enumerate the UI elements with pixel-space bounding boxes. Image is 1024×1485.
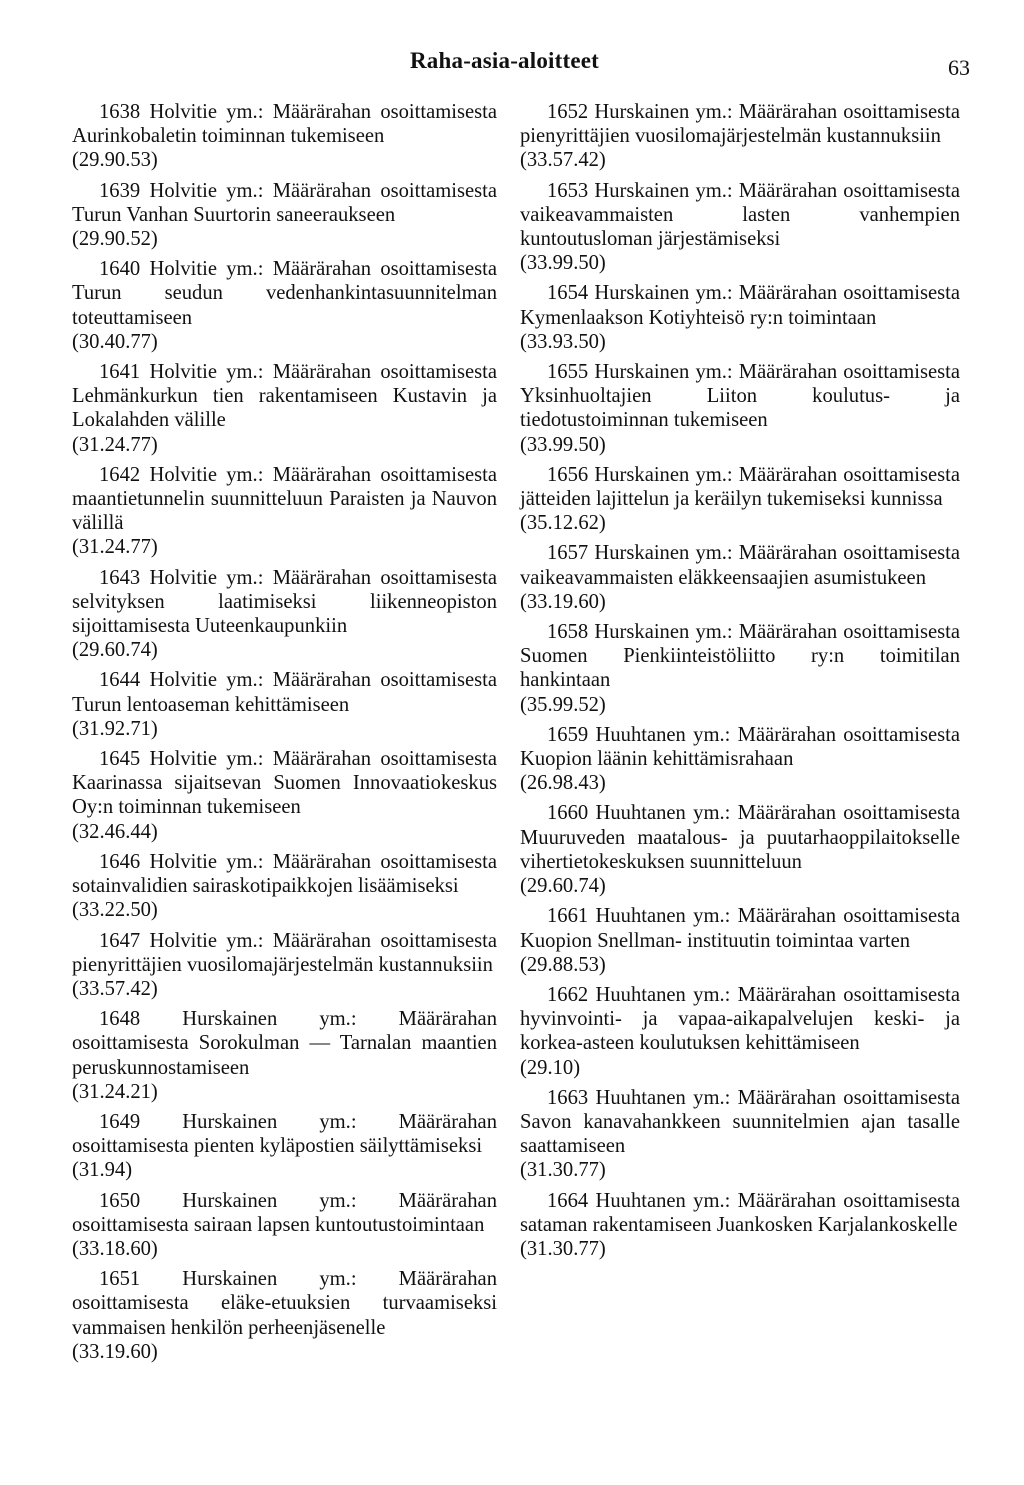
entry-text: 1641 Holvitie ym.: Määrärahan osoittamisesta Lehmänkurkun tien rakentamiseen Kustavin ja Lokalahden välille — [72, 361, 497, 432]
entry-text: 1654 Hurskainen ym.: Määrärahan osoittamisesta Kymenlaakson Kotiyhteisö ry:n toimintaan — [520, 282, 960, 329]
list-item — [520, 983, 960, 1080]
entry-reference: (31.24.77) — [72, 433, 158, 456]
entry-reference: (31.94) — [72, 1159, 133, 1182]
list-item — [72, 1189, 497, 1262]
entry-reference: (33.57.42) — [72, 977, 158, 1000]
entry-text: 1658 Hurskainen ym.: Määrärahan osoittamisesta Suomen Pienkiinteistöliitto ry:n toimitilan hankintaan — [520, 621, 960, 692]
list-item — [72, 360, 497, 457]
entry-reference: (33.22.50) — [72, 899, 158, 922]
entry-text: 1655 Hurskainen ym.: Määrärahan osoittamisesta Yksinhuoltajien Liiton koulutus- ja tiedotustoiminnan tukemiseen — [520, 361, 960, 432]
entry-text: 1651 Hurskainen ym.: Määrärahan osoittamisesta eläke-etuuksien turvaamiseksi vammaisen henkilön perheenjäsenelle — [72, 1268, 497, 1339]
list-item — [520, 620, 960, 717]
list-item — [520, 541, 960, 614]
entry-text: 1642 Holvitie ym.: Määrärahan osoittamisesta maantietunnelin suunnitteluun Paraisten ja Nauvon välillä — [72, 463, 497, 535]
list-item — [520, 100, 960, 173]
entry-reference: (29.10) — [520, 1056, 581, 1079]
entry-text: 1644 Holvitie ym.: Määrärahan osoittamisesta Turun lentoaseman kehittämiseen — [72, 669, 497, 716]
entry-text: 1662 Huuhtanen ym.: Määrärahan osoittamisesta hyvinvointi- ja vapaa-aikapalvelujen keski- ja korkea-asteen koulutuksen kehittämiseen — [520, 983, 960, 1055]
list-item — [72, 1007, 497, 1104]
list-item — [520, 360, 960, 457]
entry-text: 1650 Hurskainen ym.: Määrärahan osoittamisesta sairaan lapsen kuntoutustoimintaan — [72, 1189, 497, 1236]
list-item — [72, 463, 497, 560]
entry-reference: (29.90.53) — [72, 149, 158, 172]
entry-text: 1643 Holvitie ym.: Määrärahan osoittamisesta selvityksen laatimiseksi liikenneopiston sijoittamisesta Uuteenkaupunkiin — [72, 566, 497, 638]
list-item — [520, 281, 960, 354]
entry-reference: (33.57.42) — [520, 149, 606, 172]
entry-text: 1647 Holvitie ym.: Määrärahan osoittamisesta pienyrittäjien vuosilomajärjestelmän kustannuksiin — [72, 929, 497, 976]
entry-text: 1660 Huuhtanen ym.: Määrärahan osoittamisesta Muuruveden maatalous- ja puutarhaoppilaitokselle vihertietokeskuksen suunnitteluun — [520, 802, 960, 873]
list-item — [520, 1086, 960, 1183]
entry-reference: (33.99.50) — [520, 433, 606, 456]
left-column — [72, 100, 497, 1370]
entry-reference: (33.99.50) — [520, 252, 606, 275]
entry-reference: (31.30.77) — [520, 1237, 606, 1260]
list-item — [72, 1110, 497, 1183]
entry-reference: (32.46.44) — [72, 820, 158, 843]
list-item — [520, 723, 960, 796]
list-item — [72, 179, 497, 252]
entry-reference: (33.19.60) — [72, 1340, 158, 1363]
list-item — [72, 566, 497, 663]
list-item — [72, 257, 497, 354]
list-item — [72, 668, 497, 741]
list-item — [520, 1189, 960, 1262]
entry-text: 1638 Holvitie ym.: Määrärahan osoittamisesta Aurinkobaletin toiminnan tukemiseen — [72, 101, 497, 148]
entry-reference: (33.18.60) — [72, 1237, 158, 1260]
entry-text: 1649 Hurskainen ym.: Määrärahan osoittamisesta pienten kyläpostien säilyttämiseksi — [72, 1110, 497, 1158]
entry-text: 1639 Holvitie ym.: Määrärahan osoittamisesta Turun Vanhan Suurtorin saneeraukseen — [72, 179, 497, 226]
entry-reference: (33.93.50) — [520, 330, 606, 353]
list-item — [520, 904, 960, 977]
entry-reference: (29.88.53) — [520, 953, 606, 976]
list-item — [520, 463, 960, 536]
entry-text: 1653 Hurskainen ym.: Määrärahan osoittamisesta vaikeavammaisten lasten vanhempien kuntoutusloman järjestämiseksi — [520, 179, 960, 251]
entry-text: 1657 Hurskainen ym.: Määrärahan osoittamisesta vaikeavammaisten eläkkeensaajien asumistukeen — [520, 542, 960, 589]
entry-text: 1659 Huuhtanen ym.: Määrärahan osoittamisesta Kuopion läänin kehittämisrahaan — [520, 723, 960, 771]
entry-text: 1663 Huuhtanen ym.: Määrärahan osoittamisesta Savon kanavahankkeen suunnitelmien ajan tasalle saattamiseen — [520, 1086, 960, 1158]
entry-reference: (31.24.21) — [72, 1080, 158, 1103]
list-item — [72, 850, 497, 923]
entry-reference: (26.98.43) — [520, 772, 606, 795]
entry-reference: (30.40.77) — [72, 330, 158, 353]
entry-reference: (31.30.77) — [520, 1159, 606, 1182]
entry-reference: (35.12.62) — [520, 512, 606, 535]
page-number: 63 — [948, 55, 970, 80]
entry-reference: (31.92.71) — [72, 717, 158, 740]
entry-reference: (29.60.74) — [520, 875, 606, 898]
entry-text: 1652 Hurskainen ym.: Määrärahan osoittamisesta pienyrittäjien vuosilomajärjestelmän kustannuksiin — [520, 101, 960, 148]
list-item — [72, 747, 497, 844]
entry-reference: (35.99.52) — [520, 693, 606, 716]
entry-reference: (29.90.52) — [72, 228, 158, 251]
entry-reference: (33.19.60) — [520, 590, 606, 613]
right-column — [520, 100, 960, 1267]
entry-text: 1661 Huuhtanen ym.: Määrärahan osoittamisesta Kuopion Snellman- instituutin toimintaa varten — [520, 905, 960, 952]
entry-text: 1648 Hurskainen ym.: Määrärahan osoittamisesta Sorokulman — Tarnalan maantien peruskunnostamiseen — [72, 1008, 497, 1079]
list-item — [72, 1267, 497, 1364]
entry-reference: (29.60.74) — [72, 639, 158, 662]
entry-text: 1640 Holvitie ym.: Määrärahan osoittamisesta Turun seudun vedenhankintasuunnitelman toteuttamiseen — [72, 258, 497, 329]
list-item — [520, 801, 960, 898]
list-item — [72, 100, 497, 173]
entry-text: 1656 Hurskainen ym.: Määrärahan osoittamisesta jätteiden lajittelun ja keräilyn tukemiseksi kunnissa — [520, 463, 960, 511]
entry-text: 1664 Huuhtanen ym.: Määrärahan osoittamisesta sataman rakentamiseen Juankosken Karjalankoskelle — [520, 1189, 960, 1236]
list-item — [520, 179, 960, 276]
list-item — [72, 929, 497, 1002]
entry-text: 1646 Holvitie ym.: Määrärahan osoittamisesta sotainvalidien sairaskotipaikkojen lisäämiseksi — [72, 850, 497, 898]
running-head: Raha-asia-aloitteet — [410, 48, 600, 73]
entry-reference: (31.24.77) — [72, 536, 158, 559]
entry-text: 1645 Holvitie ym.: Määrärahan osoittamisesta Kaarinassa sijaitsevan Suomen Innovaatiokeskus Oy:n toiminnan tukemiseen — [72, 748, 497, 819]
